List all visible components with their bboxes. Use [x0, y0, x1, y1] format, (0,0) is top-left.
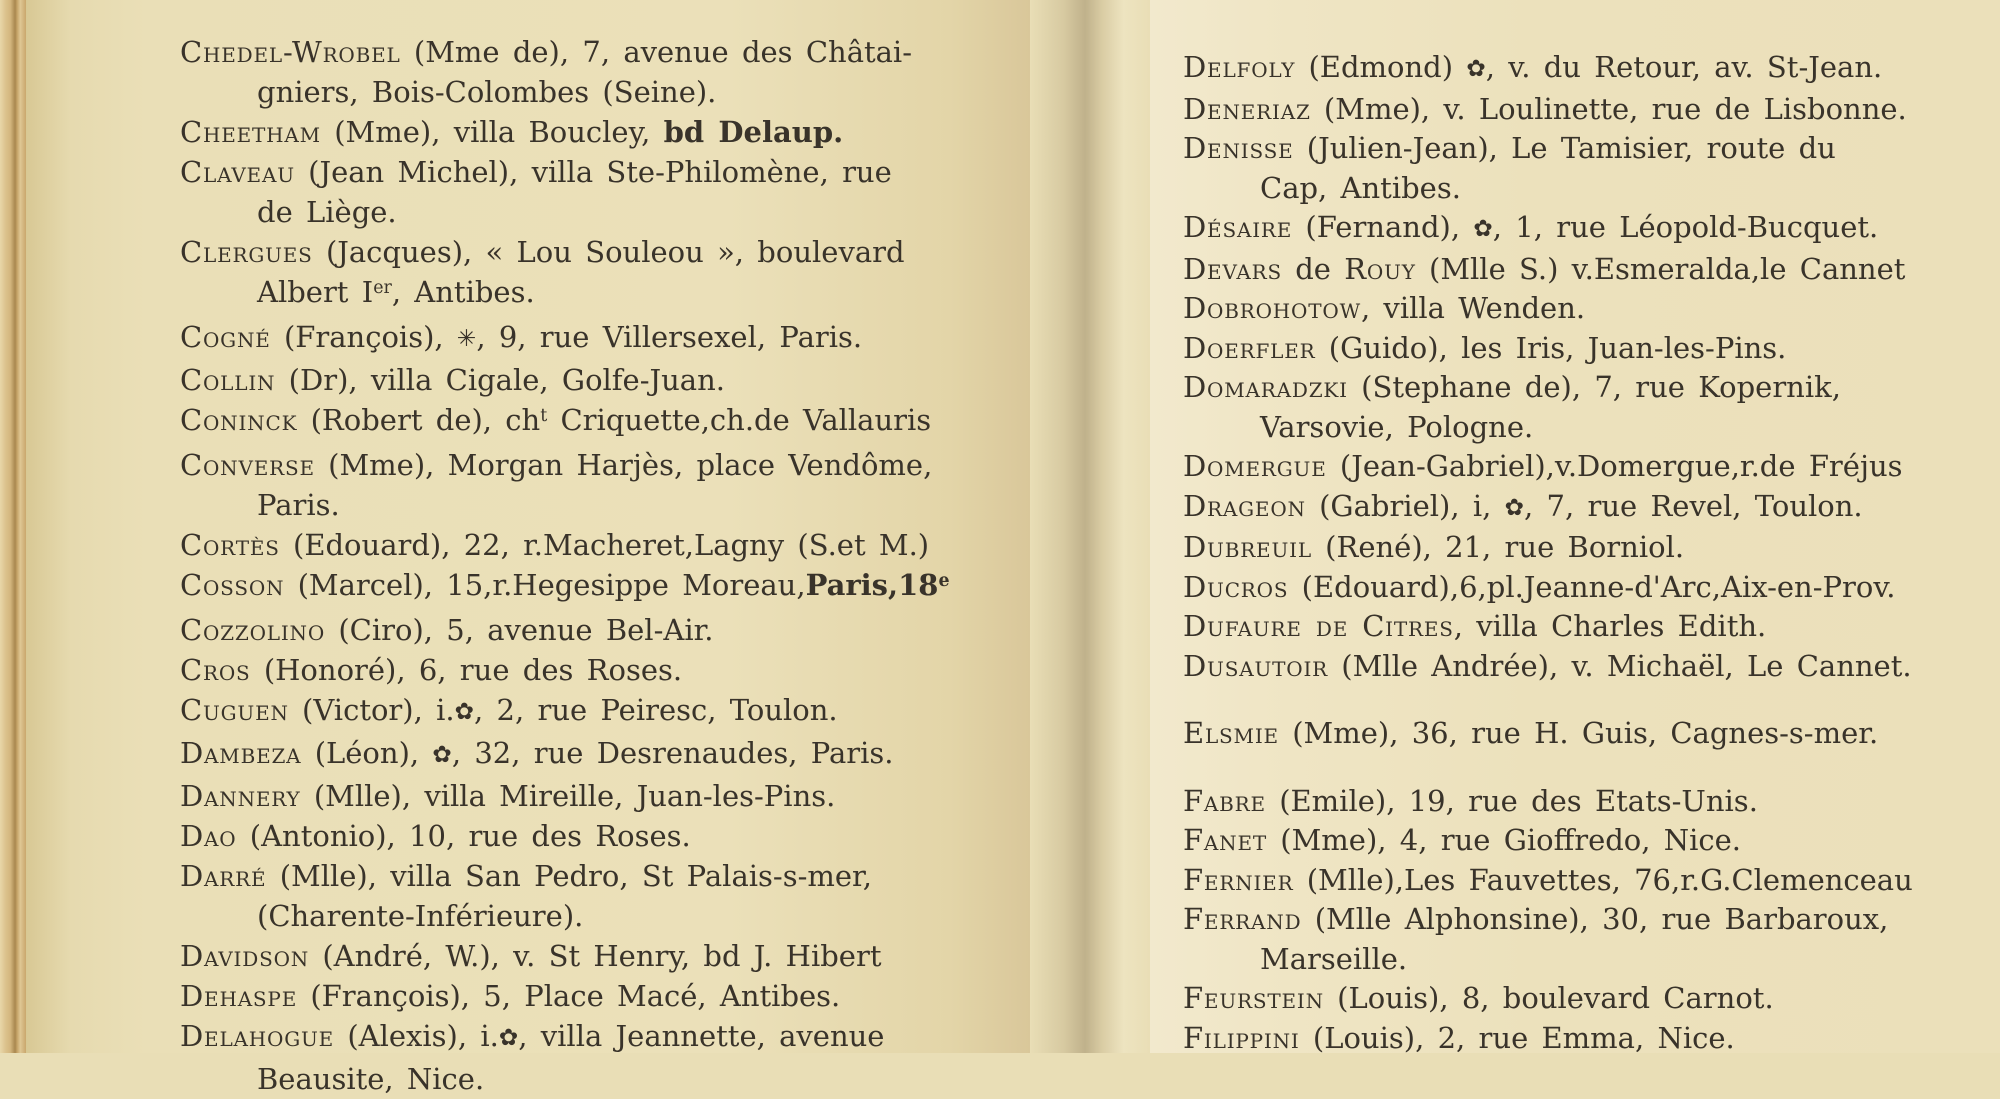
entry-surname: Rouy	[1344, 251, 1416, 286]
entry-line	[1183, 208, 1993, 250]
entry-text: , v. du Retour, av. St-Jean.	[1485, 50, 1883, 84]
rosette-icon: ✿	[454, 698, 475, 725]
entry-line	[1183, 447, 1993, 487]
entry-text: de Liège.	[257, 195, 397, 229]
entry-line	[180, 32, 940, 72]
entry-line	[180, 733, 940, 776]
entry-text: Paris.	[257, 488, 340, 522]
entry-text: (Charente-Inférieure).	[257, 899, 584, 933]
rosette-icon: ✿	[1504, 493, 1525, 521]
entry-text: Beausite, Nice.	[257, 1062, 485, 1096]
entry-text: (Mlle), villa Mireille, Juan-les-Pins.	[300, 779, 836, 813]
entry-line	[1183, 48, 1993, 90]
entry-surname: Ferrand	[1183, 902, 1302, 936]
entry-surname: Delfoly	[1183, 50, 1296, 84]
entry-surname: Collin	[180, 363, 276, 397]
entry-text: Albert I	[257, 275, 374, 309]
entry-text: (Mlle), villa San Pedro, St Palais-s-mer,	[266, 859, 872, 893]
entry-continuation-line	[180, 1059, 940, 1099]
entry-text: , villa Jeannette, avenue	[518, 1019, 885, 1053]
directory-entry	[1183, 487, 1993, 529]
entry-text: (Alexis), i.	[334, 1019, 499, 1053]
entry-text: , 9, rue Villersexel, Paris.	[476, 320, 863, 354]
rosette-icon: ✿	[432, 741, 452, 768]
entry-line	[180, 610, 940, 650]
directory-entry	[180, 690, 940, 733]
entry-surname: Dubreuil	[1183, 530, 1312, 564]
entry-surname: Fabre	[1183, 783, 1266, 818]
entry-surname: Feurstein	[1183, 981, 1324, 1015]
entry-text: Cap, Antibes.	[1260, 170, 1461, 205]
entry-text: (Jean Michel), villa Ste-Philomène, rue	[294, 155, 892, 189]
entry-continuation-line	[180, 896, 940, 936]
entry-surname: Fanet	[1183, 823, 1268, 857]
directory-entry	[180, 112, 940, 152]
directory-entry	[1183, 48, 1993, 90]
entry-surname: Devars	[1183, 251, 1282, 286]
directory-entry	[1183, 782, 1993, 822]
entry-text: (Fernand),	[1292, 210, 1474, 244]
entry-surname: Elsmie	[1183, 716, 1279, 750]
entry-text: (Honoré), 6, rue des Roses.	[250, 653, 683, 687]
entry-continuation-line	[180, 192, 940, 232]
entry-surname: Dambeza	[180, 736, 302, 770]
entry-text: er	[373, 278, 392, 299]
entry-surname: Chedel-Wrobel	[180, 35, 401, 69]
entry-text: (Robert de), ch	[297, 403, 541, 437]
entry-text: e	[938, 571, 950, 592]
entry-line	[1183, 821, 1993, 861]
directory-entry	[180, 856, 940, 936]
directory-entry	[1183, 1019, 1993, 1059]
entry-text: Varsovie, Pologne.	[1260, 409, 1534, 444]
entry-text: bd Delaup.	[663, 115, 844, 149]
entry-line	[1183, 289, 1993, 329]
honor-star-icon: ✳	[456, 325, 477, 352]
entry-text: (Dr), villa Cigale, Golfe-Juan.	[275, 363, 725, 397]
entry-line	[180, 400, 940, 445]
entry-continuation-line	[1183, 408, 1993, 448]
entry-line	[180, 565, 950, 610]
entry-text: (Edouard), 22, r.Macheret,Lagny (S.et M.)	[279, 528, 930, 562]
directory-entry	[1183, 568, 1993, 608]
entry-surname: Désaire	[1183, 210, 1293, 244]
entry-text: (Mme), villa Boucley,	[320, 115, 664, 149]
entry-text: (Guido), les Iris, Juan-les-Pins.	[1315, 330, 1787, 365]
entry-continuation-line	[180, 72, 940, 112]
entry-line	[180, 776, 940, 816]
entry-continuation-line	[1183, 940, 1993, 980]
entry-surname: Domaradzki	[1183, 370, 1348, 404]
entry-text: de	[1281, 251, 1345, 286]
directory-entry	[180, 525, 940, 565]
entry-line	[180, 232, 940, 272]
entry-text: , Antibes.	[391, 275, 535, 309]
directory-entry	[180, 776, 940, 816]
entry-line	[1183, 900, 1993, 940]
entry-surname: Claveau	[180, 155, 295, 189]
entry-text: (Julien-Jean), Le Tamisier, route du	[1293, 131, 1836, 165]
entry-text: (Edmond)	[1295, 50, 1467, 84]
directory-entry	[180, 610, 940, 650]
rosette-icon: ✿	[1473, 215, 1493, 242]
entry-text: , villa Wenden.	[1360, 291, 1586, 325]
entry-line	[1183, 528, 1993, 568]
entry-text: t	[540, 406, 548, 427]
directory-entry	[180, 1016, 940, 1099]
entry-line	[180, 976, 940, 1016]
right-page-entry-list	[1183, 48, 1993, 1058]
directory-entry	[1183, 979, 1993, 1019]
entry-surname: Cozzolino	[180, 613, 326, 647]
entry-surname: Cosson	[180, 568, 285, 602]
entry-line	[180, 690, 940, 733]
entry-surname: Ducros	[1183, 569, 1289, 604]
rosette-icon: ✿	[1466, 55, 1486, 82]
directory-entry	[1183, 900, 1993, 979]
entry-surname: Davidson	[180, 939, 310, 973]
entry-surname: Cheetham	[180, 115, 321, 149]
entry-text: , 2, rue Peiresc, Toulon.	[474, 693, 838, 727]
directory-entry	[180, 317, 940, 360]
entry-text: (Gabriel), i,	[1305, 488, 1505, 523]
entry-line	[180, 152, 940, 192]
directory-entry	[180, 936, 940, 976]
entry-text: (Mlle),Les Fauvettes, 76,r.G.Clemenceau	[1293, 862, 1913, 897]
entry-line	[1183, 607, 1993, 647]
entry-text: (Mme de), 7, avenue des Châtai-	[400, 35, 913, 69]
entry-text: (Ciro), 5, avenue Bel-Air.	[325, 613, 714, 647]
entry-text: (Louis), 8, boulevard Carnot.	[1323, 981, 1774, 1015]
entry-surname: Cros	[180, 653, 251, 687]
directory-entry	[180, 733, 940, 776]
entry-line	[1183, 714, 1993, 754]
left-page-entry-list	[180, 32, 950, 1099]
entry-text: , 32, rue Desrenaudes, Paris.	[451, 736, 894, 770]
entry-text: Marseille.	[1260, 941, 1408, 976]
entry-line	[1183, 487, 1993, 529]
entry-surname: Darré	[180, 859, 267, 893]
entry-text: (René), 21, rue Borniol.	[1311, 530, 1685, 564]
entry-text: (André, W.), v. St Henry, bd J. Hibert	[309, 939, 882, 973]
entry-line	[180, 856, 940, 896]
entry-surname: Dobrohotow	[1183, 291, 1361, 325]
entry-surname: Converse	[180, 448, 315, 482]
directory-entry	[180, 32, 940, 112]
entry-text: (Victor), i.	[288, 693, 455, 727]
entry-line	[180, 445, 940, 485]
entry-line	[180, 525, 940, 565]
entry-surname: Cogné	[180, 320, 271, 354]
entry-surname: Domergue	[1183, 449, 1327, 483]
directory-entry	[1183, 90, 1993, 130]
directory-entry	[180, 400, 940, 445]
directory-entry	[180, 650, 940, 690]
directory-entry	[1183, 208, 1993, 250]
entry-line	[1183, 1019, 1993, 1059]
entry-continuation-line	[1183, 169, 1993, 209]
book-edge	[0, 0, 26, 1053]
entry-surname: Clergues	[180, 235, 313, 269]
directory-entry	[180, 976, 940, 1016]
entry-surname: Dannery	[180, 779, 301, 813]
entry-surname: Dao	[180, 819, 237, 853]
entry-line	[180, 112, 940, 152]
directory-entry	[1183, 289, 1993, 329]
entry-text: gniers, Bois-Colombes (Seine).	[257, 75, 717, 109]
entry-text: (Jean-Gabriel),v.Domergue,r.de Fréjus	[1326, 449, 1903, 483]
entry-surname: Coninck	[180, 403, 298, 437]
directory-entry	[1183, 861, 1993, 901]
entry-text: (Emile), 19, rue des Etats-Unis.	[1265, 783, 1758, 818]
directory-entry	[1183, 368, 1993, 447]
directory-entry	[1183, 821, 1993, 861]
directory-entry	[180, 232, 940, 317]
entry-text: (Mlle S.) v.Esmeralda,le Cannet	[1415, 251, 1906, 286]
entry-text: (Jacques), « Lou Souleou », boulevard	[312, 235, 905, 269]
directory-entry	[1183, 607, 1993, 647]
entry-text: (Mme), Morgan Harjès, place Vendôme,	[314, 448, 933, 482]
directory-entry	[180, 360, 940, 400]
entry-text: (Marcel), 15,r.Hegesippe Moreau,	[284, 568, 806, 602]
directory-entry	[1183, 714, 1993, 754]
entry-line	[1183, 329, 1993, 369]
entry-text: (Antonio), 10, rue des Roses.	[236, 819, 691, 853]
entry-line	[1183, 368, 1993, 408]
entry-line	[1183, 861, 1993, 901]
entry-line	[180, 650, 940, 690]
directory-entry	[1183, 647, 1993, 687]
directory-entry	[1183, 129, 1993, 208]
entry-line	[1183, 647, 1993, 687]
entry-text: , 7, rue Revel, Toulon.	[1524, 488, 1863, 523]
entry-text: , villa Charles Edith.	[1453, 609, 1767, 643]
rosette-icon: ✿	[498, 1024, 519, 1051]
directory-entry	[1183, 528, 1993, 568]
entry-line	[180, 317, 940, 360]
entry-text: , 1, rue Léopold-Bucquet.	[1492, 210, 1879, 244]
entry-surname: Cortès	[180, 528, 280, 562]
entry-text: (François),	[270, 320, 457, 354]
entry-line	[1183, 90, 1993, 130]
entry-surname: Dusautoir	[1183, 648, 1329, 683]
entry-text: (Mlle Andrée), v. Michaël, Le Cannet.	[1328, 648, 1912, 683]
directory-entry	[180, 816, 940, 856]
directory-entry	[1183, 329, 1993, 369]
entry-surname: Cuguen	[180, 693, 289, 727]
entry-surname: Drageon	[1183, 488, 1306, 523]
directory-entry	[1183, 447, 1993, 487]
entry-text: (Stephane de), 7, rue Kopernik,	[1347, 370, 1841, 404]
entry-text: (Louis), 2, rue Emma, Nice.	[1299, 1020, 1735, 1055]
entry-line	[180, 360, 940, 400]
entry-line	[1183, 129, 1993, 169]
entry-text: Paris,18	[805, 568, 939, 602]
entry-text: (Mme), 4, rue Gioffredo, Nice.	[1267, 823, 1742, 857]
entry-continuation-line	[180, 272, 940, 317]
entry-surname: Deneriaz	[1183, 91, 1311, 126]
entry-text: Criquette,ch.de Vallauris	[547, 403, 932, 437]
entry-surname: Denisse	[1183, 131, 1294, 165]
directory-entry	[180, 152, 940, 232]
entry-line	[180, 816, 940, 856]
entry-surname: Dehaspe	[180, 979, 298, 1013]
entry-continuation-line	[180, 485, 940, 525]
entry-line	[1183, 979, 1993, 1019]
entry-surname: Delahogue	[180, 1019, 335, 1053]
entry-line	[1183, 568, 1993, 608]
entry-text: (François), 5, Place Macé, Antibes.	[297, 979, 841, 1013]
entry-surname: Doerfler	[1183, 330, 1316, 365]
entry-text: (Mme), 36, rue H. Guis, Cagnes-s-mer.	[1278, 716, 1879, 750]
entry-text: (Mlle Alphonsine), 30, rue Barbaroux,	[1301, 902, 1889, 936]
directory-entry	[180, 445, 940, 525]
entry-line	[1183, 782, 1993, 822]
directory-entry	[180, 565, 950, 610]
entry-surname: Fernier	[1183, 862, 1294, 897]
entry-text: (Léon),	[301, 736, 433, 770]
entry-surname: Filippini	[1183, 1020, 1300, 1055]
entry-surname: Dufaure de Citres	[1183, 609, 1454, 643]
entry-line	[180, 936, 940, 976]
entry-text: (Edouard),6,pl.Jeanne-d'Arc,Aix-en-Prov.	[1288, 569, 1896, 604]
book-gutter	[1030, 0, 1150, 1053]
directory-entry	[1183, 250, 1993, 290]
entry-text: (Mme), v. Loulinette, rue de Lisbonne.	[1310, 91, 1907, 126]
entry-line	[1183, 250, 1993, 290]
